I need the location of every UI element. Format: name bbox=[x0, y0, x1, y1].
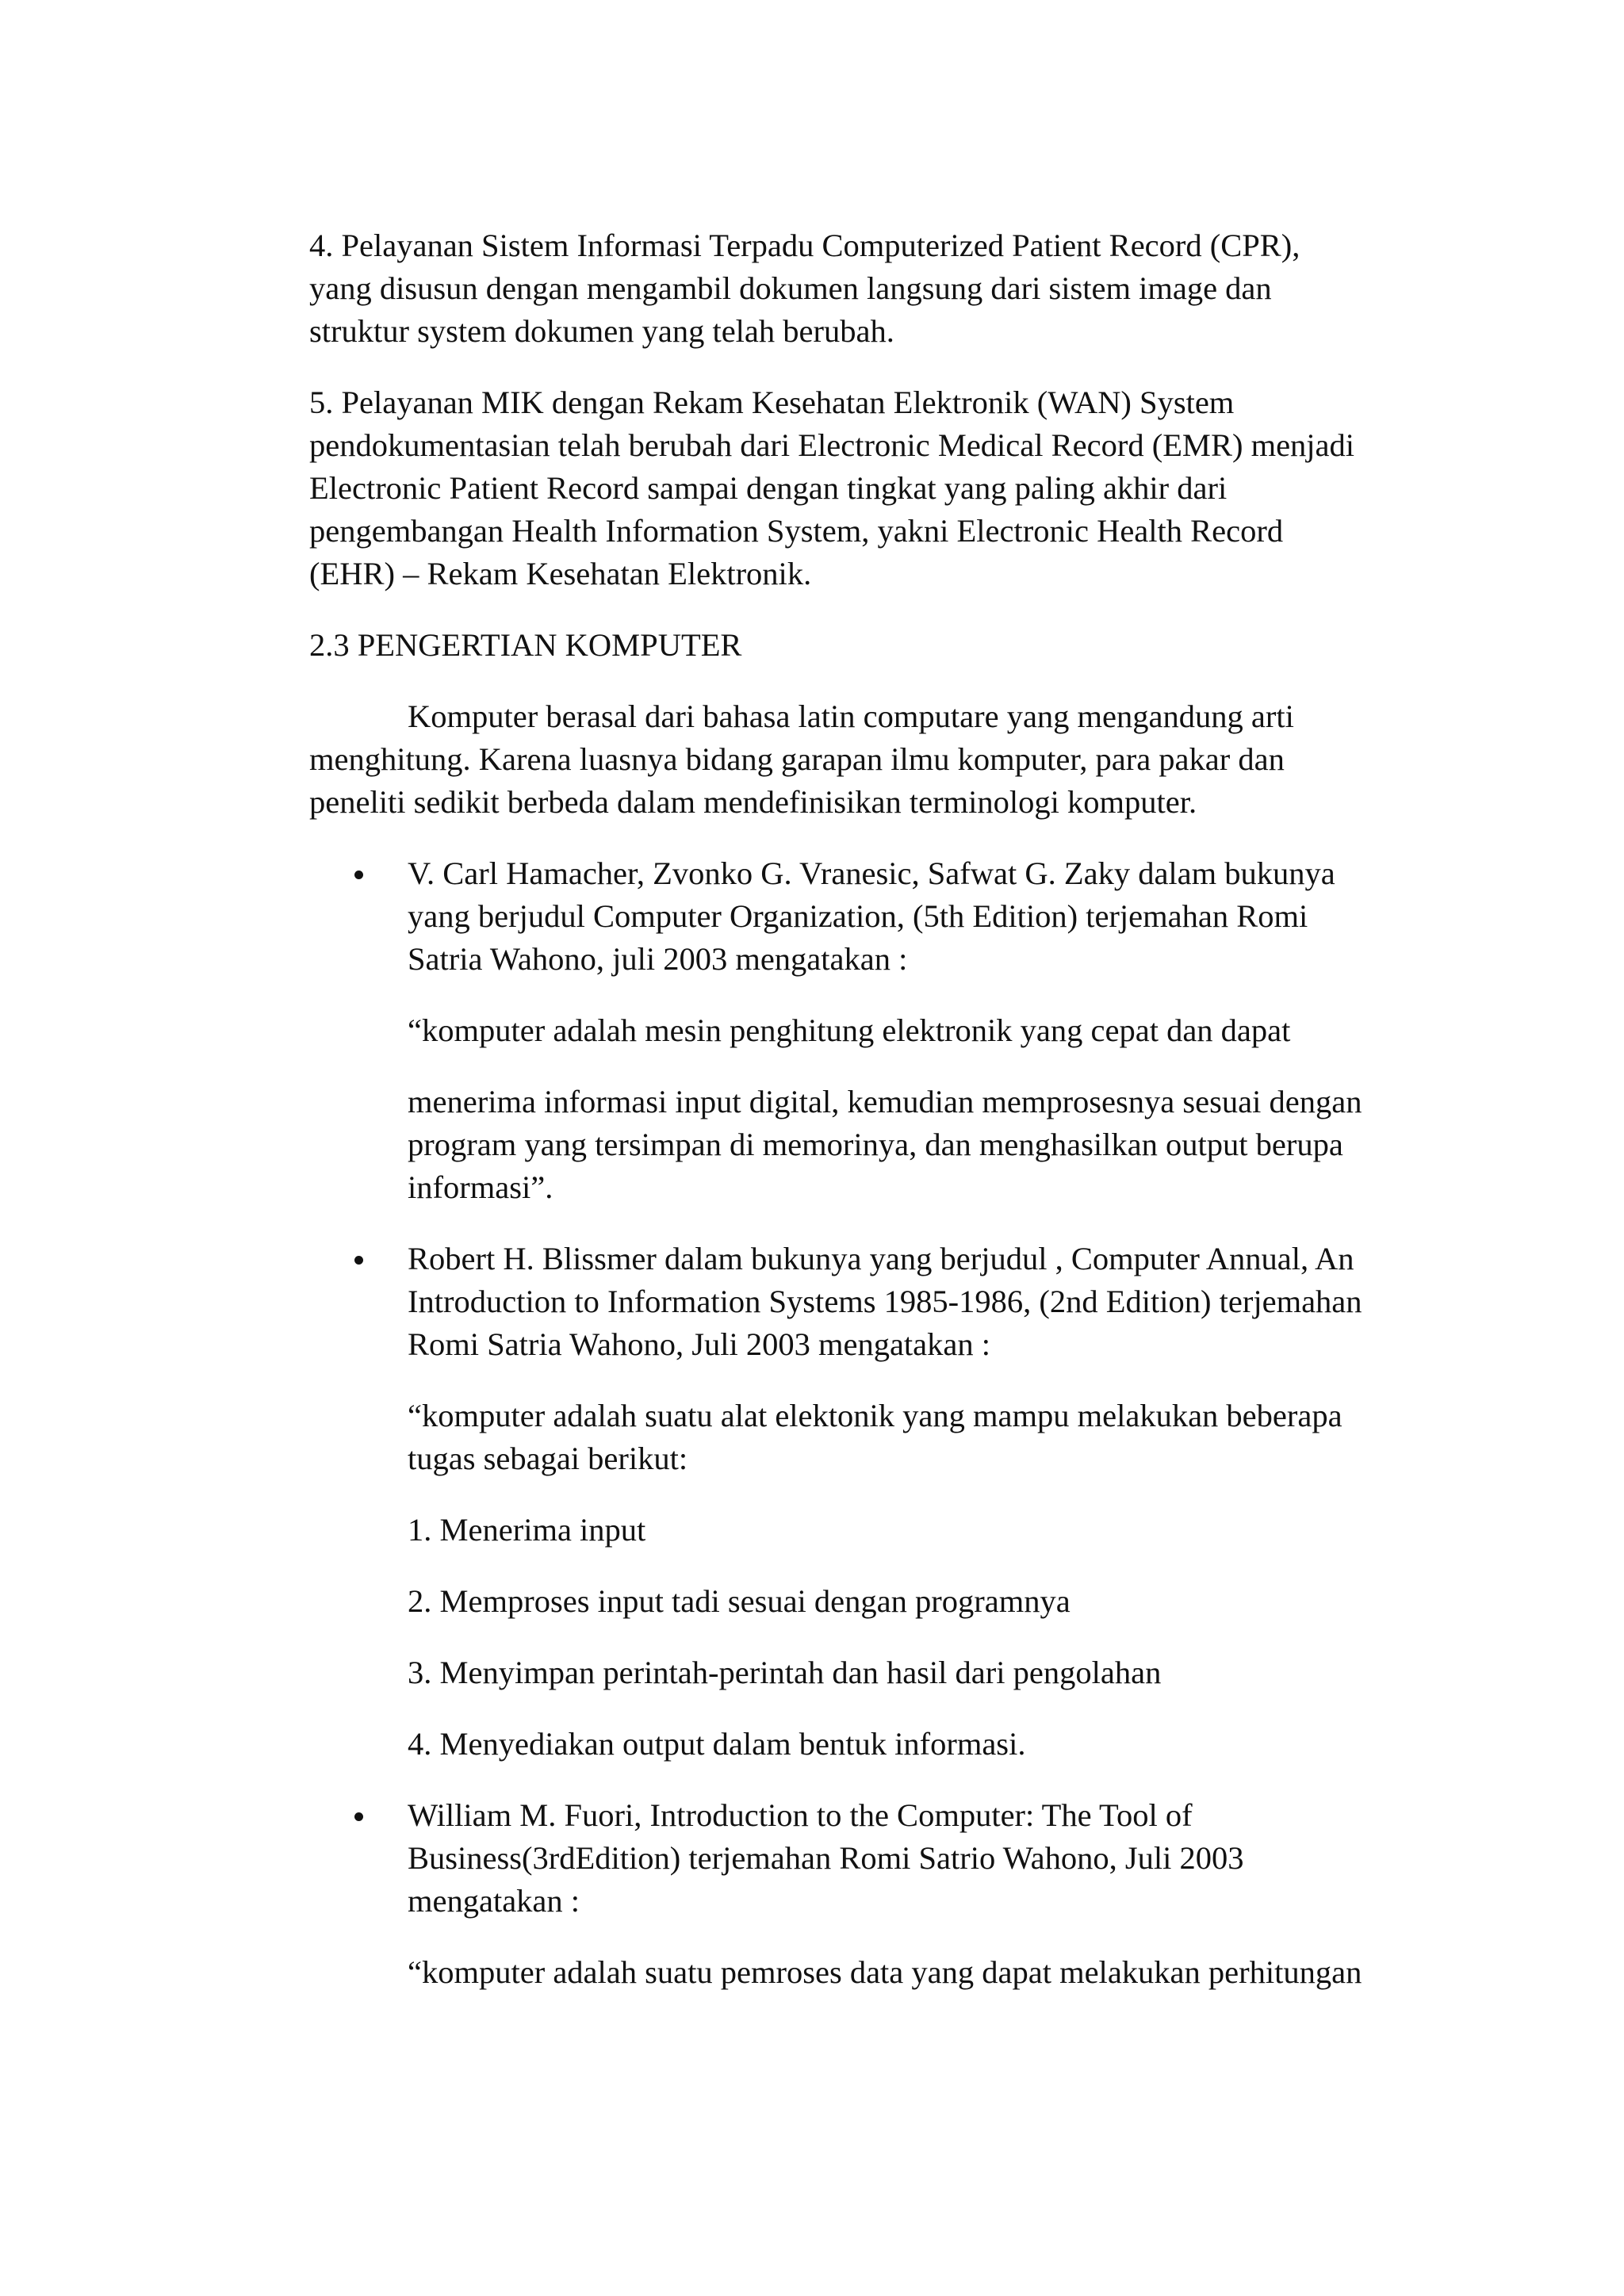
text-line: tugas sebagai berikut: bbox=[408, 1441, 688, 1476]
bullet-item-hamacher bbox=[408, 852, 1396, 981]
text-line: William M. Fuori, Introduction to the Computer: The Tool of bbox=[408, 1797, 1193, 1833]
text-line: program yang tersimpan di memorinya, dan menghasilkan output berupa bbox=[408, 1127, 1343, 1162]
numbered-list-item: 3. Menyimpan perintah-perintah dan hasil dari pengolahan bbox=[408, 1655, 1162, 1690]
text-line: 4. Pelayanan Sistem Informasi Terpadu Computerized Patient Record (CPR), bbox=[309, 228, 1300, 263]
text-line: pengembangan Health Information System, yakni Electronic Health Record bbox=[309, 513, 1284, 549]
text-line: informasi”. bbox=[408, 1169, 553, 1205]
text-line: struktur system dokumen yang telah berubah. bbox=[309, 313, 894, 349]
text-line: menghitung. Karena luasnya bidang garapan ilmu komputer, para pakar dan bbox=[309, 741, 1285, 777]
bullet-item-fuori bbox=[408, 1794, 1396, 1923]
bullet-icon bbox=[354, 1256, 363, 1265]
numbered-list-item: 2. Memproses input tadi sesuai dengan programnya bbox=[408, 1583, 1071, 1619]
bullet-icon bbox=[354, 1812, 363, 1821]
text-line: mengatakan : bbox=[408, 1883, 580, 1919]
quote-paragraph bbox=[408, 1081, 1396, 1209]
bullet-icon bbox=[354, 871, 363, 879]
text-line: Romi Satria Wahono, Juli 2003 mengatakan : bbox=[408, 1326, 991, 1362]
quote-line: “komputer adalah mesin penghitung elektronik yang cepat dan dapat bbox=[408, 1012, 1291, 1048]
section-heading: 2.3 PENGERTIAN KOMPUTER bbox=[309, 627, 742, 663]
text-line: yang berjudul Computer Organization, (5th Edition) terjemahan Romi bbox=[408, 898, 1308, 934]
text-line: pendokumentasian telah berubah dari Electronic Medical Record (EMR) menjadi bbox=[309, 427, 1355, 463]
text-line: Robert H. Blissmer dalam bukunya yang berjudul , Computer Annual, An bbox=[408, 1241, 1354, 1276]
document-body bbox=[309, 224, 1396, 1994]
text-line: V. Carl Hamacher, Zvonko G. Vranesic, Safwat G. Zaky dalam bukunya bbox=[408, 855, 1335, 891]
text-line: Satria Wahono, juli 2003 mengatakan : bbox=[408, 941, 908, 977]
text-line: Electronic Patient Record sampai dengan tingkat yang paling akhir dari bbox=[309, 470, 1228, 506]
quote-line: “komputer adalah suatu pemroses data yang dapat melakukan perhitungan bbox=[408, 1954, 1362, 1990]
text-line: 5. Pelayanan MIK dengan Rekam Kesehatan Elektronik (WAN) System bbox=[309, 385, 1235, 420]
text-line: menerima informasi input digital, kemudian memprosesnya sesuai dengan bbox=[408, 1084, 1362, 1119]
paragraph-item-4 bbox=[309, 224, 1396, 353]
text-line: (EHR) – Rekam Kesehatan Elektronik. bbox=[309, 556, 812, 591]
text-line: yang disusun dengan mengambil dokumen langsung dari sistem image dan bbox=[309, 270, 1272, 306]
paragraph-item-5 bbox=[309, 381, 1396, 595]
text-line: Introduction to Information Systems 1985-1986, (2nd Edition) terjemahan bbox=[408, 1284, 1362, 1319]
quote-paragraph bbox=[408, 1395, 1396, 1480]
numbered-list-item: 1. Menerima input bbox=[408, 1512, 646, 1548]
text-line: Business(3rdEdition) terjemahan Romi Satrio Wahono, Juli 2003 bbox=[408, 1840, 1244, 1876]
numbered-list-item: 4. Menyediakan output dalam bentuk informasi. bbox=[408, 1726, 1026, 1762]
intro-paragraph bbox=[309, 695, 1396, 824]
text-line: “komputer adalah suatu alat elektonik yang mampu melakukan beberapa bbox=[408, 1398, 1342, 1433]
text-line: peneliti sedikit berbeda dalam mendefinisikan terminologi komputer. bbox=[309, 784, 1197, 820]
text-line: Komputer berasal dari bahasa latin computare yang mengandung arti bbox=[408, 698, 1294, 734]
bullet-item-blissmer bbox=[408, 1238, 1396, 1366]
